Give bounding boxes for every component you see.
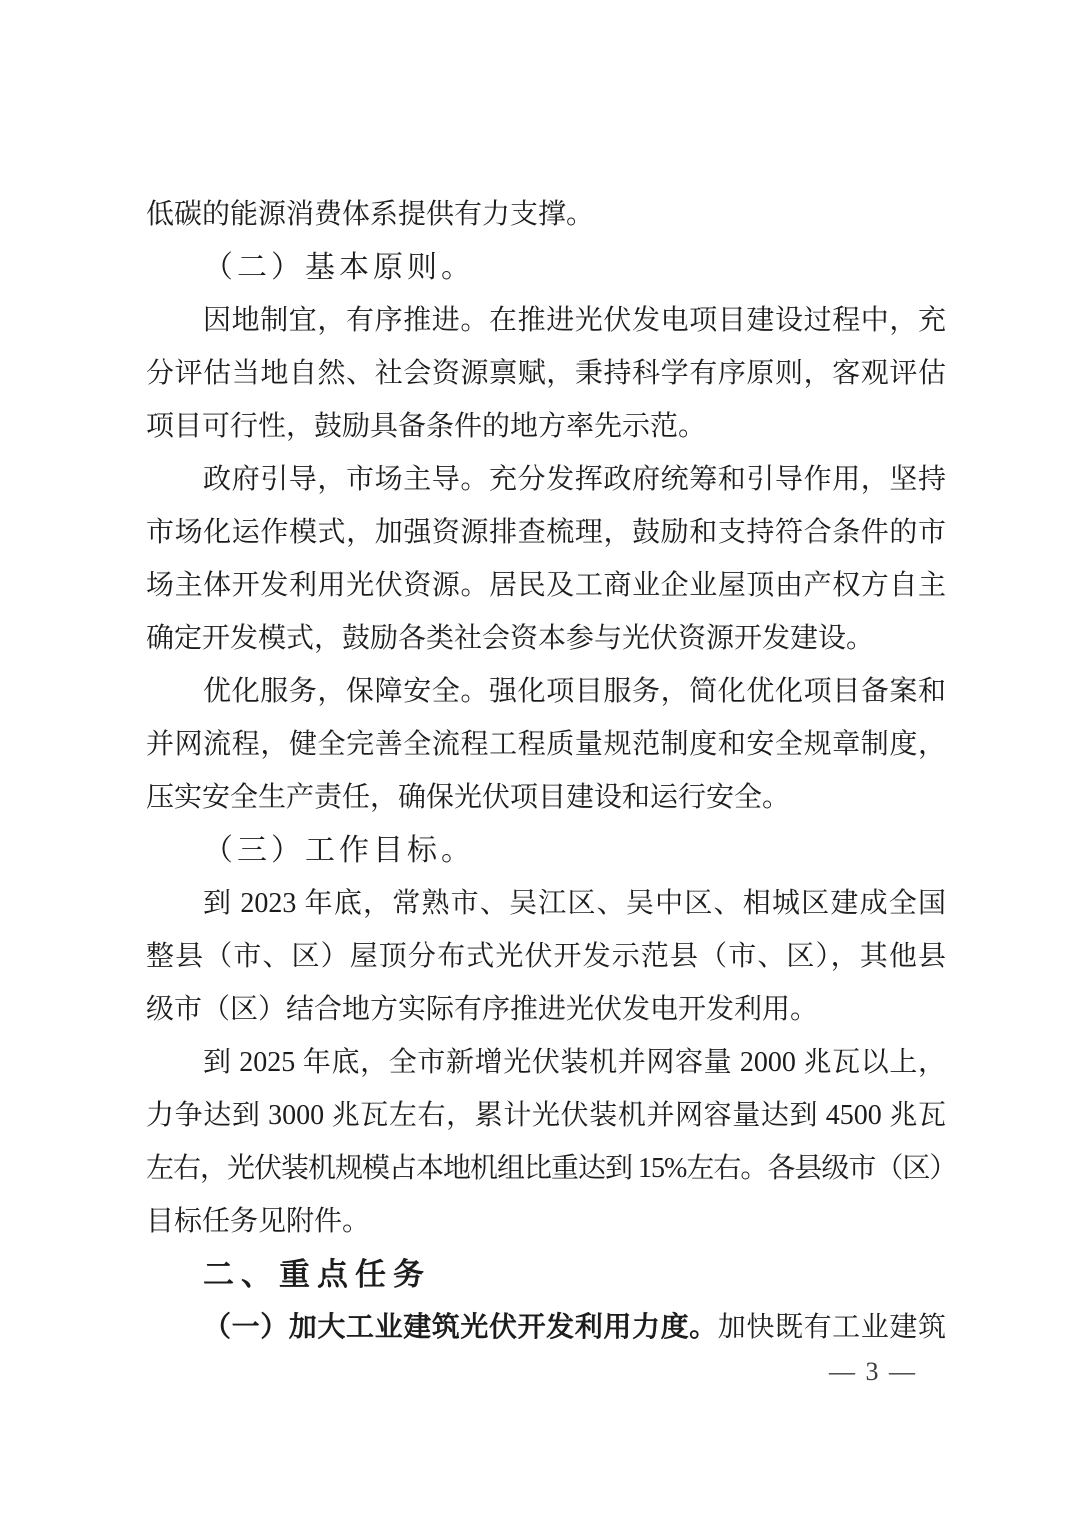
text-line: 并网流程，健全完善全流程工程质量规范制度和安全规章制度， [146, 729, 946, 760]
text-line: 到 2023 年底，常熟市、吴江区、吴中区、相城区建成全国 [203, 888, 946, 919]
page-number: — 3 — [829, 1357, 917, 1386]
text-line: 到 2025 年底，全市新增光伏装机并网容量 2000 兆瓦以上， [203, 1047, 946, 1078]
text-line: 市场化运作模式，加强资源排查梳理，鼓励和支持符合条件的市 [146, 517, 946, 548]
text-line: 政府引导，市场主导。充分发挥政府统筹和引导作用，坚持 [203, 464, 946, 495]
body-text: 加快既有工业建筑 [717, 1312, 946, 1343]
text-line: 优化服务，保障安全。强化项目服务，简化优化项目备案和 [203, 676, 946, 707]
text-line: 因地制宜，有序推进。在推进光伏发电项目建设过程中，充 [203, 305, 946, 336]
sub-heading: （二）基本原则。 [203, 251, 475, 284]
text-line: 级市（区）结合地方实际有序推进光伏发电开发利用。 [146, 994, 819, 1025]
text-line: 分评估当地自然、社会资源禀赋，秉持科学有序原则，客观评估 [146, 358, 946, 389]
text-line: 左右，光伏装机规模占本地机组比重达到 15%左右。各县级市（区） [146, 1153, 957, 1184]
document-body [146, 188, 957, 1354]
text-line: 力争达到 3000 兆瓦左右，累计光伏装机并网容量达到 4500 兆瓦 [146, 1100, 946, 1131]
text-line: 目标任务见附件。 [146, 1206, 371, 1237]
text-line: 压实安全生产责任，确保光伏项目建设和运行安全。 [146, 782, 791, 813]
sub-heading: （三）工作目标。 [203, 834, 475, 867]
text-line [146, 1301, 946, 1354]
text-line: 场主体开发利用光伏资源。居民及工商业企业屋顶由产权方自主 [146, 570, 946, 601]
section-heading: 二、重点任务 [203, 1257, 431, 1292]
text-line: 项目可行性，鼓励具备条件的地方率先示范。 [146, 411, 707, 442]
text-line: 确定开发模式，鼓励各类社会资本参与光伏资源开发建设。 [146, 623, 875, 654]
emphasis-text: （一）加大工业建筑光伏开发利用力度。 [203, 1312, 718, 1343]
text-line: 低碳的能源消费体系提供有力支撑。 [146, 199, 595, 230]
text-line: 整县（市、区）屋顶分布式光伏开发示范县（市、区），其他县 [146, 941, 946, 972]
